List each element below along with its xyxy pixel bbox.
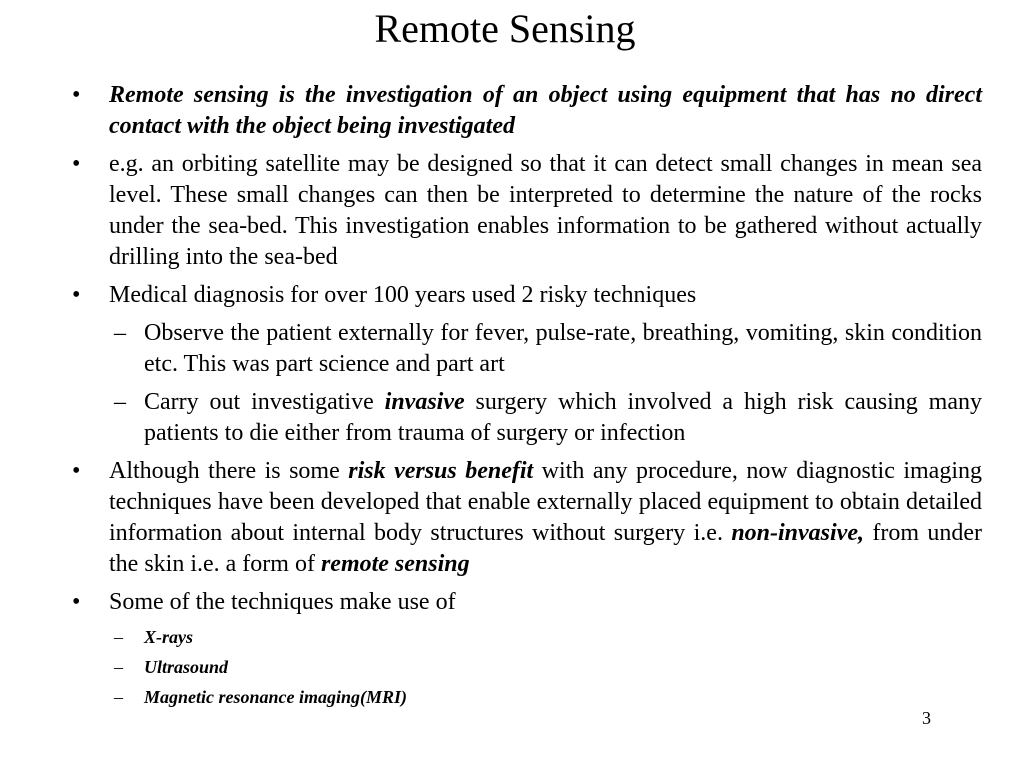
dash-marker: – bbox=[114, 320, 126, 346]
non-invasive-emphasis: non-invasive, bbox=[731, 520, 864, 546]
sub-item-observe-patient bbox=[72, 318, 982, 380]
risk-text-3: from under the skin i.e. a form of bbox=[109, 520, 982, 577]
bullet-marker: • bbox=[72, 589, 81, 615]
bullet-item-medical-diagnosis bbox=[72, 280, 982, 311]
technique-item-ultrasound bbox=[72, 655, 982, 679]
observe-patient-text: Observe the patient externally for fever, pulse-rate, breathing, vomiting, skin condition etc. This was part science and part art bbox=[144, 320, 982, 377]
remote-sensing-emphasis: remote sensing bbox=[320, 551, 470, 577]
risk-text-1: Although there is some bbox=[109, 458, 349, 484]
dash-marker: – bbox=[114, 687, 123, 707]
risk-text-2: with any procedure, now diagnostic imaging techniques have been developed that enable externally placed equipment to obtain detailed information about internal body structures without surgery i.e. bbox=[109, 458, 982, 546]
invasive-surgery-text-pre: Carry out investigative bbox=[144, 389, 385, 415]
techniques-intro-text: Some of the techniques make use of bbox=[109, 589, 456, 615]
bullet-marker: • bbox=[72, 458, 81, 484]
technique-label: X-rays bbox=[144, 627, 193, 647]
dash-marker: – bbox=[114, 627, 123, 647]
slide-title: Remote Sensing bbox=[374, 6, 636, 51]
bullet-item-techniques bbox=[72, 587, 982, 618]
medical-diagnosis-text: Medical diagnosis for over 100 years used 2 risky techniques bbox=[109, 282, 697, 308]
bullet-item-risk-benefit bbox=[72, 456, 982, 580]
technique-label: Ultrasound bbox=[144, 657, 229, 677]
risk-versus-benefit-emphasis: risk versus benefit bbox=[348, 458, 534, 484]
bullet-item-satellite-example bbox=[72, 149, 982, 273]
page-number: 3 bbox=[922, 708, 931, 728]
technique-item-xrays bbox=[72, 625, 982, 649]
dash-marker: – bbox=[114, 657, 123, 677]
bullet-item-definition bbox=[72, 80, 982, 142]
invasive-emphasis: invasive bbox=[384, 389, 465, 415]
slide-content bbox=[72, 80, 982, 715]
satellite-example-text: e.g. an orbiting satellite may be designed so that it can detect small changes in mean sea level. These small changes can then be interpreted to determine the nature of the rocks under the sea-bed. This investigation enables information to be gathered without actually drilling into the sea-bed bbox=[109, 151, 982, 270]
bullet-marker: • bbox=[72, 82, 81, 108]
technique-item-mri bbox=[72, 685, 982, 709]
sub-item-invasive-surgery bbox=[72, 387, 982, 449]
bullet-marker: • bbox=[72, 282, 81, 308]
dash-marker: – bbox=[114, 389, 126, 415]
definition-text: Remote sensing is the investigation of an object using equipment that has no direct contact with the object being investigated bbox=[109, 82, 982, 139]
technique-label: Magnetic resonance imaging(MRI) bbox=[144, 687, 408, 707]
invasive-surgery-text-post: surgery which involved a high risk causing many patients to die either from trauma of surgery or infection bbox=[144, 389, 982, 446]
bullet-marker: • bbox=[72, 151, 81, 177]
